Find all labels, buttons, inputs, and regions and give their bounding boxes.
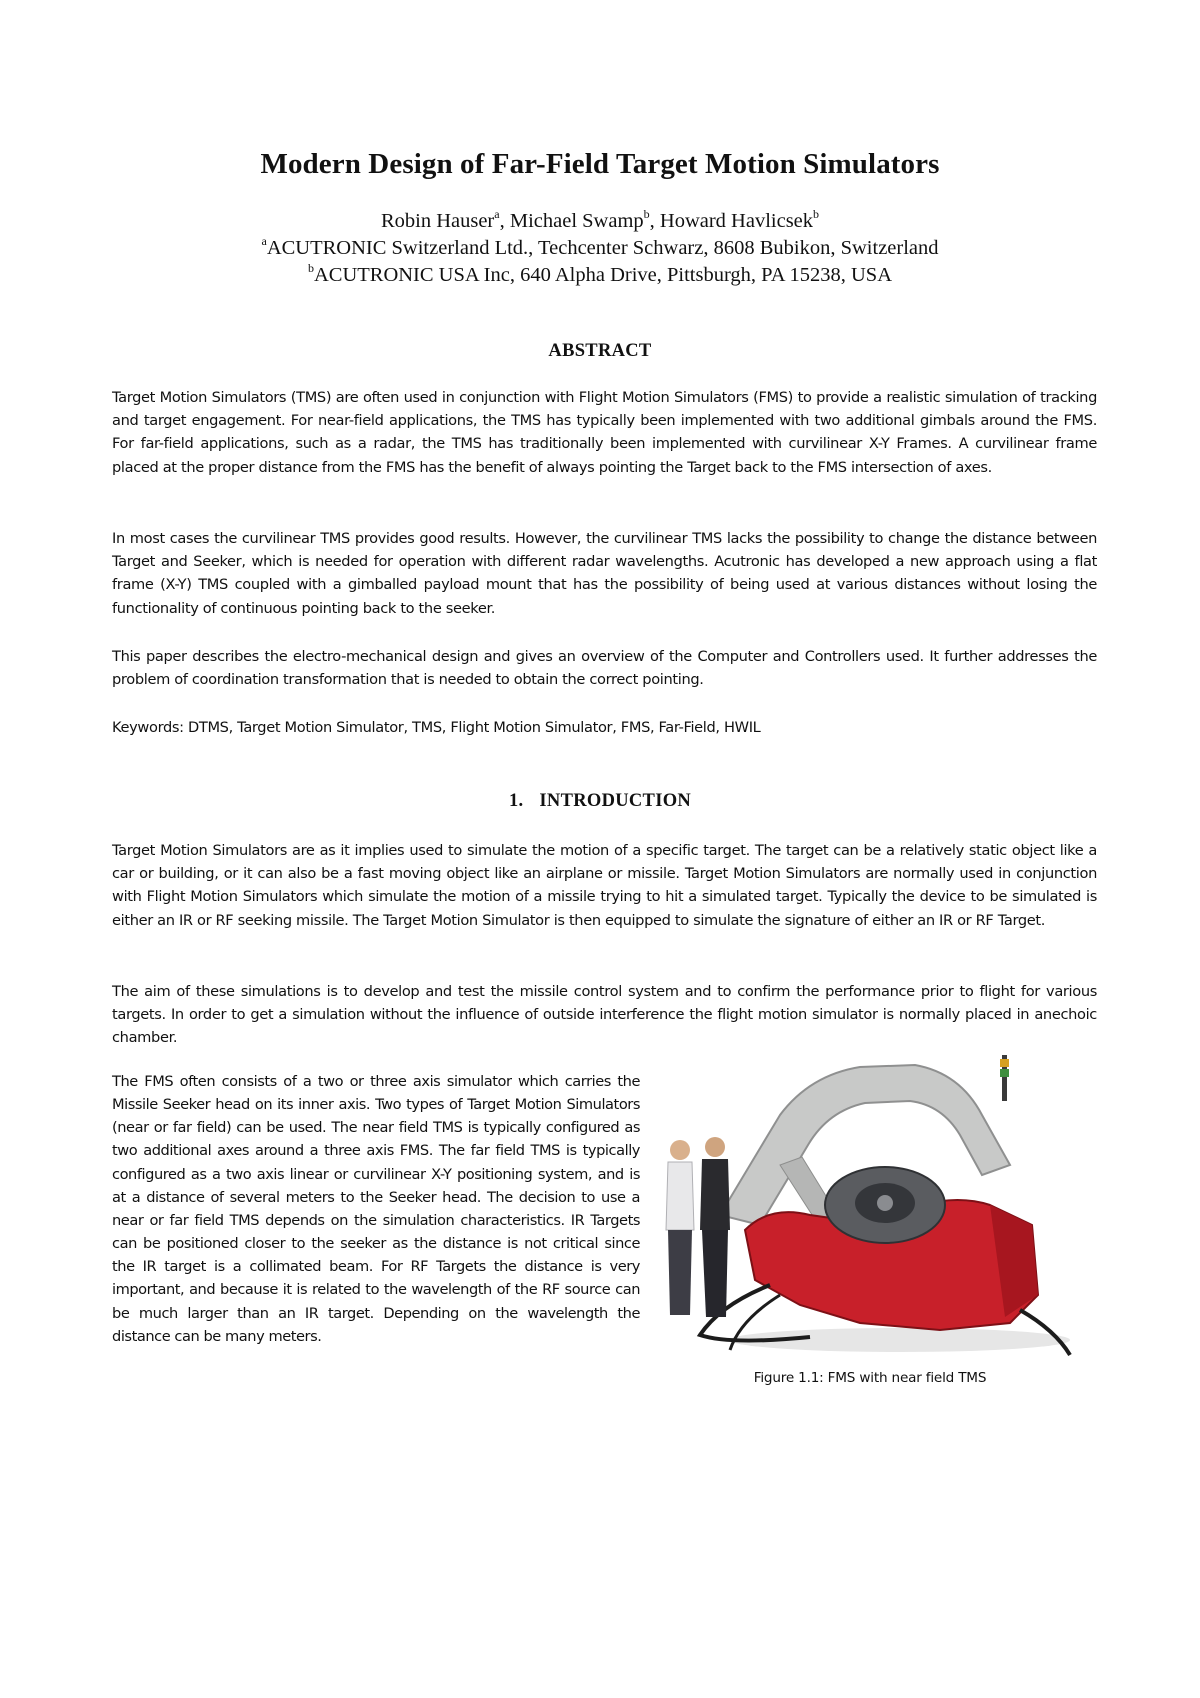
intro-paragraph-column: The FMS often consists of a two or three axis simulator which carries the Missile Seeker head on its inner axis. Two types of Target Motion Simulators (near or far field) can be used. The near field TMS is typically configured as two additional axes around a three axis FMS. The far field TMS is typically configured as a two axis linear or curvilinear X-Y positioning system, and is at a distance of several meters to the Seeker head. The decision to use a near or far field TMS depends on the simulation characteristics. IR Targets can be positioned closer to the seeker as the distance is not critical since the IR target is a collimated beam. For RF Targets the distance is very important, and because it is related to the wavelength of the RF source can be much larger than an IR target. Depending on the wavelength the distance can be many meters.: [112, 1073, 640, 1345]
author-separator: ,: [499, 210, 510, 232]
author-line: [380, 207, 820, 232]
affiliation-mark: a: [261, 234, 267, 248]
author-affil-mark: b: [643, 207, 650, 221]
author-affil-mark: b: [813, 207, 820, 221]
intro-paragraph: Target Motion Simulators are as it implies used to simulate the motion of a specific target. The target can be a relatively static object like a car or building, or it can also be a fast moving object like an airplane or missile. Target Motion Simulators are normally used in conjunction with Flight Motion Simulators which simulate the motion of a missile trying to hit a simulated target. Typically the device to be simulated is either an IR or RF seeking missile. The Target Motion Simulator is then equipped to simulate the signature of either an IR or RF Target.: [112, 842, 1097, 929]
figure-caption: Figure 1.1: FMS with near field TMS: [753, 1370, 987, 1386]
abstract-paragraph: In most cases the curvilinear TMS provides good results. However, the curvilinear TMS lacks the possibility to change the distance between Target and Seeker, which is needed for operation with different radar wavelengths. Acutronic has developed a new approach using a flat frame (X-Y) TMS coupled with a gimballed payload mount that has the possibility of being used at various distances without losing the functionality of continuous pointing back to the seeker.: [112, 530, 1097, 617]
author-affil-mark: a: [494, 207, 500, 221]
section-title: INTRODUCTION: [539, 791, 692, 811]
affiliation-text: ACUTRONIC USA Inc, 640 Alpha Drive, Pittsburgh, PA 15238, USA: [313, 264, 893, 286]
abstract-paragraph: This paper describes the electro-mechanical design and gives an overview of the Computer and Controllers used. It further addresses the problem of coordination transformation that is needed to obtain the correct pointing.: [112, 648, 1097, 689]
person-jacket: [700, 1159, 730, 1230]
person-head: [705, 1137, 725, 1157]
signal-light-amber: [1000, 1059, 1009, 1067]
person-trousers: [702, 1230, 728, 1317]
affiliation-text: ACUTRONIC Switzerland Ltd., Techcenter Schwarz, 8608 Bubikon, Switzerland: [266, 237, 939, 259]
author-name: Robin Hauser: [380, 210, 495, 232]
section-number: 1.: [508, 791, 524, 811]
signal-light-green: [1000, 1069, 1009, 1077]
person-trousers: [668, 1230, 692, 1315]
section-heading-introduction: [0, 791, 1200, 812]
author-name: Michael Swamp: [509, 210, 644, 232]
person-head: [670, 1140, 690, 1160]
abstract-paragraph: Target Motion Simulators (TMS) are often used in conjunction with Flight Motion Simulators (FMS) to provide a realistic simulation of tracking and target engagement. For near-field applications, the TMS has typically been implemented with two additional gimbals around the FMS. For far-field applications, such as a radar, the TMS has traditionally been implemented with curvilinear X-Y Frames. A curvilinear frame placed at the proper distance from the FMS has the benefit of always pointing the Target back to the FMS intersection of axes.: [112, 389, 1097, 476]
author-separator: ,: [649, 210, 660, 232]
affiliation-line: [0, 262, 1200, 289]
affiliation-mark: b: [307, 261, 314, 275]
abstract-heading: ABSTRACT: [548, 341, 652, 361]
figure-fms-photo: [660, 1055, 1080, 1357]
keywords-line: Keywords: DTMS, Target Motion Simulator, TMS, Flight Motion Simulator, FMS, Far-Field, HWIL: [112, 719, 761, 736]
seeker-head: [877, 1195, 893, 1211]
author-block: [0, 208, 1200, 289]
author-name: Howard Havlicsek: [659, 210, 814, 232]
affiliation-line: [0, 235, 1200, 262]
paper-title: Modern Design of Far-Field Target Motion Simulators: [260, 148, 940, 180]
person-shirt: [666, 1162, 694, 1230]
intro-paragraph: The aim of these simulations is to develop and test the missile control system and to confirm the performance prior to flight for various targets. In order to get a simulation without the influence of outside interference the flight motion simulator is normally placed in anechoic chamber.: [112, 983, 1097, 1047]
